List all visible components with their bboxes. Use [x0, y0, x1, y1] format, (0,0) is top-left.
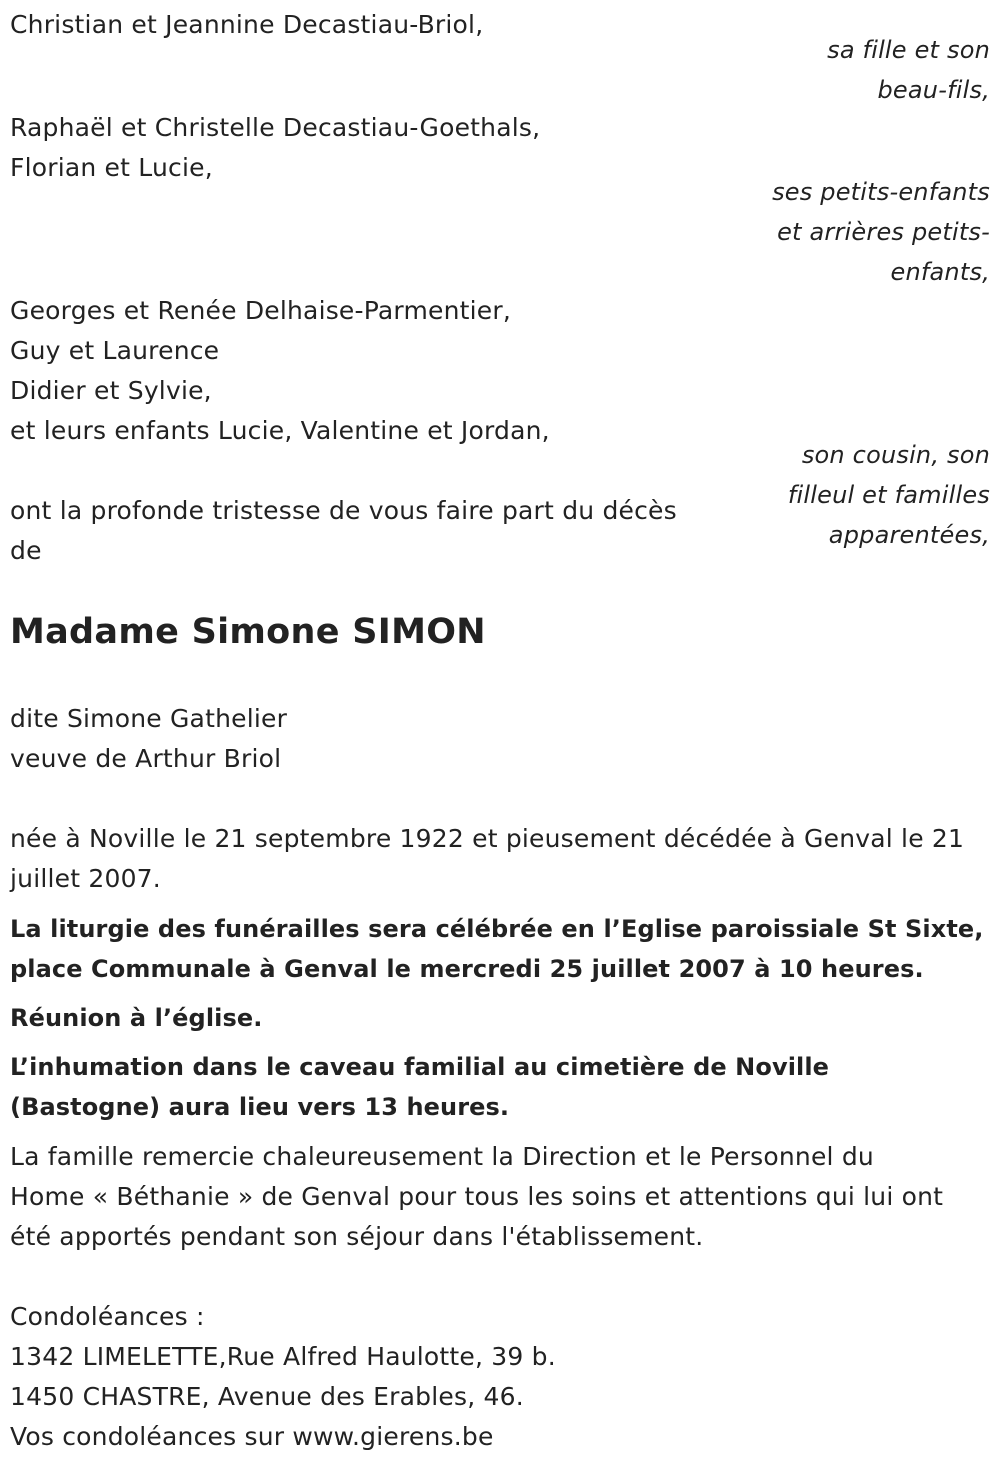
- thanks-line: La famille remercie chaleureusement la Direction et le Personnel du: [10, 1142, 874, 1171]
- announcement-line: ont la profonde tristesse de vous faire part du décès: [10, 496, 677, 525]
- family-relation-line: apparentées,: [828, 521, 990, 549]
- family-names-line: Didier et Sylvie,: [10, 376, 212, 405]
- deceased-aka: dite Simone Gathelier: [10, 704, 288, 733]
- condolences-address: 1450 CHASTRE, Avenue des Erables, 46.: [10, 1382, 524, 1411]
- family-names-line: Guy et Laurence: [10, 336, 220, 365]
- announcement-line: de: [10, 536, 42, 565]
- family-names-line: Florian et Lucie,: [10, 153, 213, 182]
- birth-death-line: juillet 2007.: [10, 864, 161, 893]
- burial-line: (Bastogne) aura lieu vers 13 heures.: [10, 1093, 510, 1121]
- family-relation-line: son cousin, son: [801, 441, 990, 469]
- family-relation-line: et arrières petits-: [777, 218, 990, 246]
- family-relation-line: beau-fils,: [877, 76, 990, 104]
- family-names-line: Georges et Renée Delhaise-Parmentier,: [10, 296, 511, 325]
- thanks-line: été apportés pendant son séjour dans l'établissement.: [10, 1222, 704, 1251]
- burial-line: L’inhumation dans le caveau familial au cimetière de Noville: [10, 1053, 830, 1081]
- funeral-line: place Communale à Genval le mercredi 25 juillet 2007 à 10 heures.: [10, 955, 924, 983]
- family-relation-line: ses petits-enfants: [772, 178, 990, 206]
- family-names-line: Christian et Jeannine Decastiau-Briol,: [10, 10, 484, 39]
- family-names-line: et leurs enfants Lucie, Valentine et Jordan,: [10, 416, 550, 445]
- condolences-online-link[interactable]: Vos condoléances sur www.gierens.be: [10, 1422, 494, 1451]
- birth-death-line: née à Noville le 21 septembre 1922 et pieusement décédée à Genval le 21: [10, 824, 965, 853]
- funeral-line: La liturgie des funérailles sera célébrée en l’Eglise paroissiale St Sixte,: [10, 915, 984, 943]
- family-relation-line: filleul et familles: [787, 481, 990, 509]
- family-relation-line: sa fille et son: [827, 36, 990, 64]
- thanks-line: Home « Béthanie » de Genval pour tous les soins et attentions qui lui ont: [10, 1182, 944, 1211]
- condolences-label: Condoléances :: [10, 1302, 205, 1331]
- deceased-widow-of: veuve de Arthur Briol: [10, 744, 282, 773]
- family-relation-line: enfants,: [890, 258, 990, 286]
- deceased-name: Madame Simone SIMON: [10, 612, 486, 652]
- family-names-line: Raphaël et Christelle Decastiau-Goethals,: [10, 113, 541, 142]
- condolences-address: 1342 LIMELETTE,Rue Alfred Haulotte, 39 b.: [10, 1342, 556, 1371]
- reunion-line: Réunion à l’église.: [10, 1004, 263, 1032]
